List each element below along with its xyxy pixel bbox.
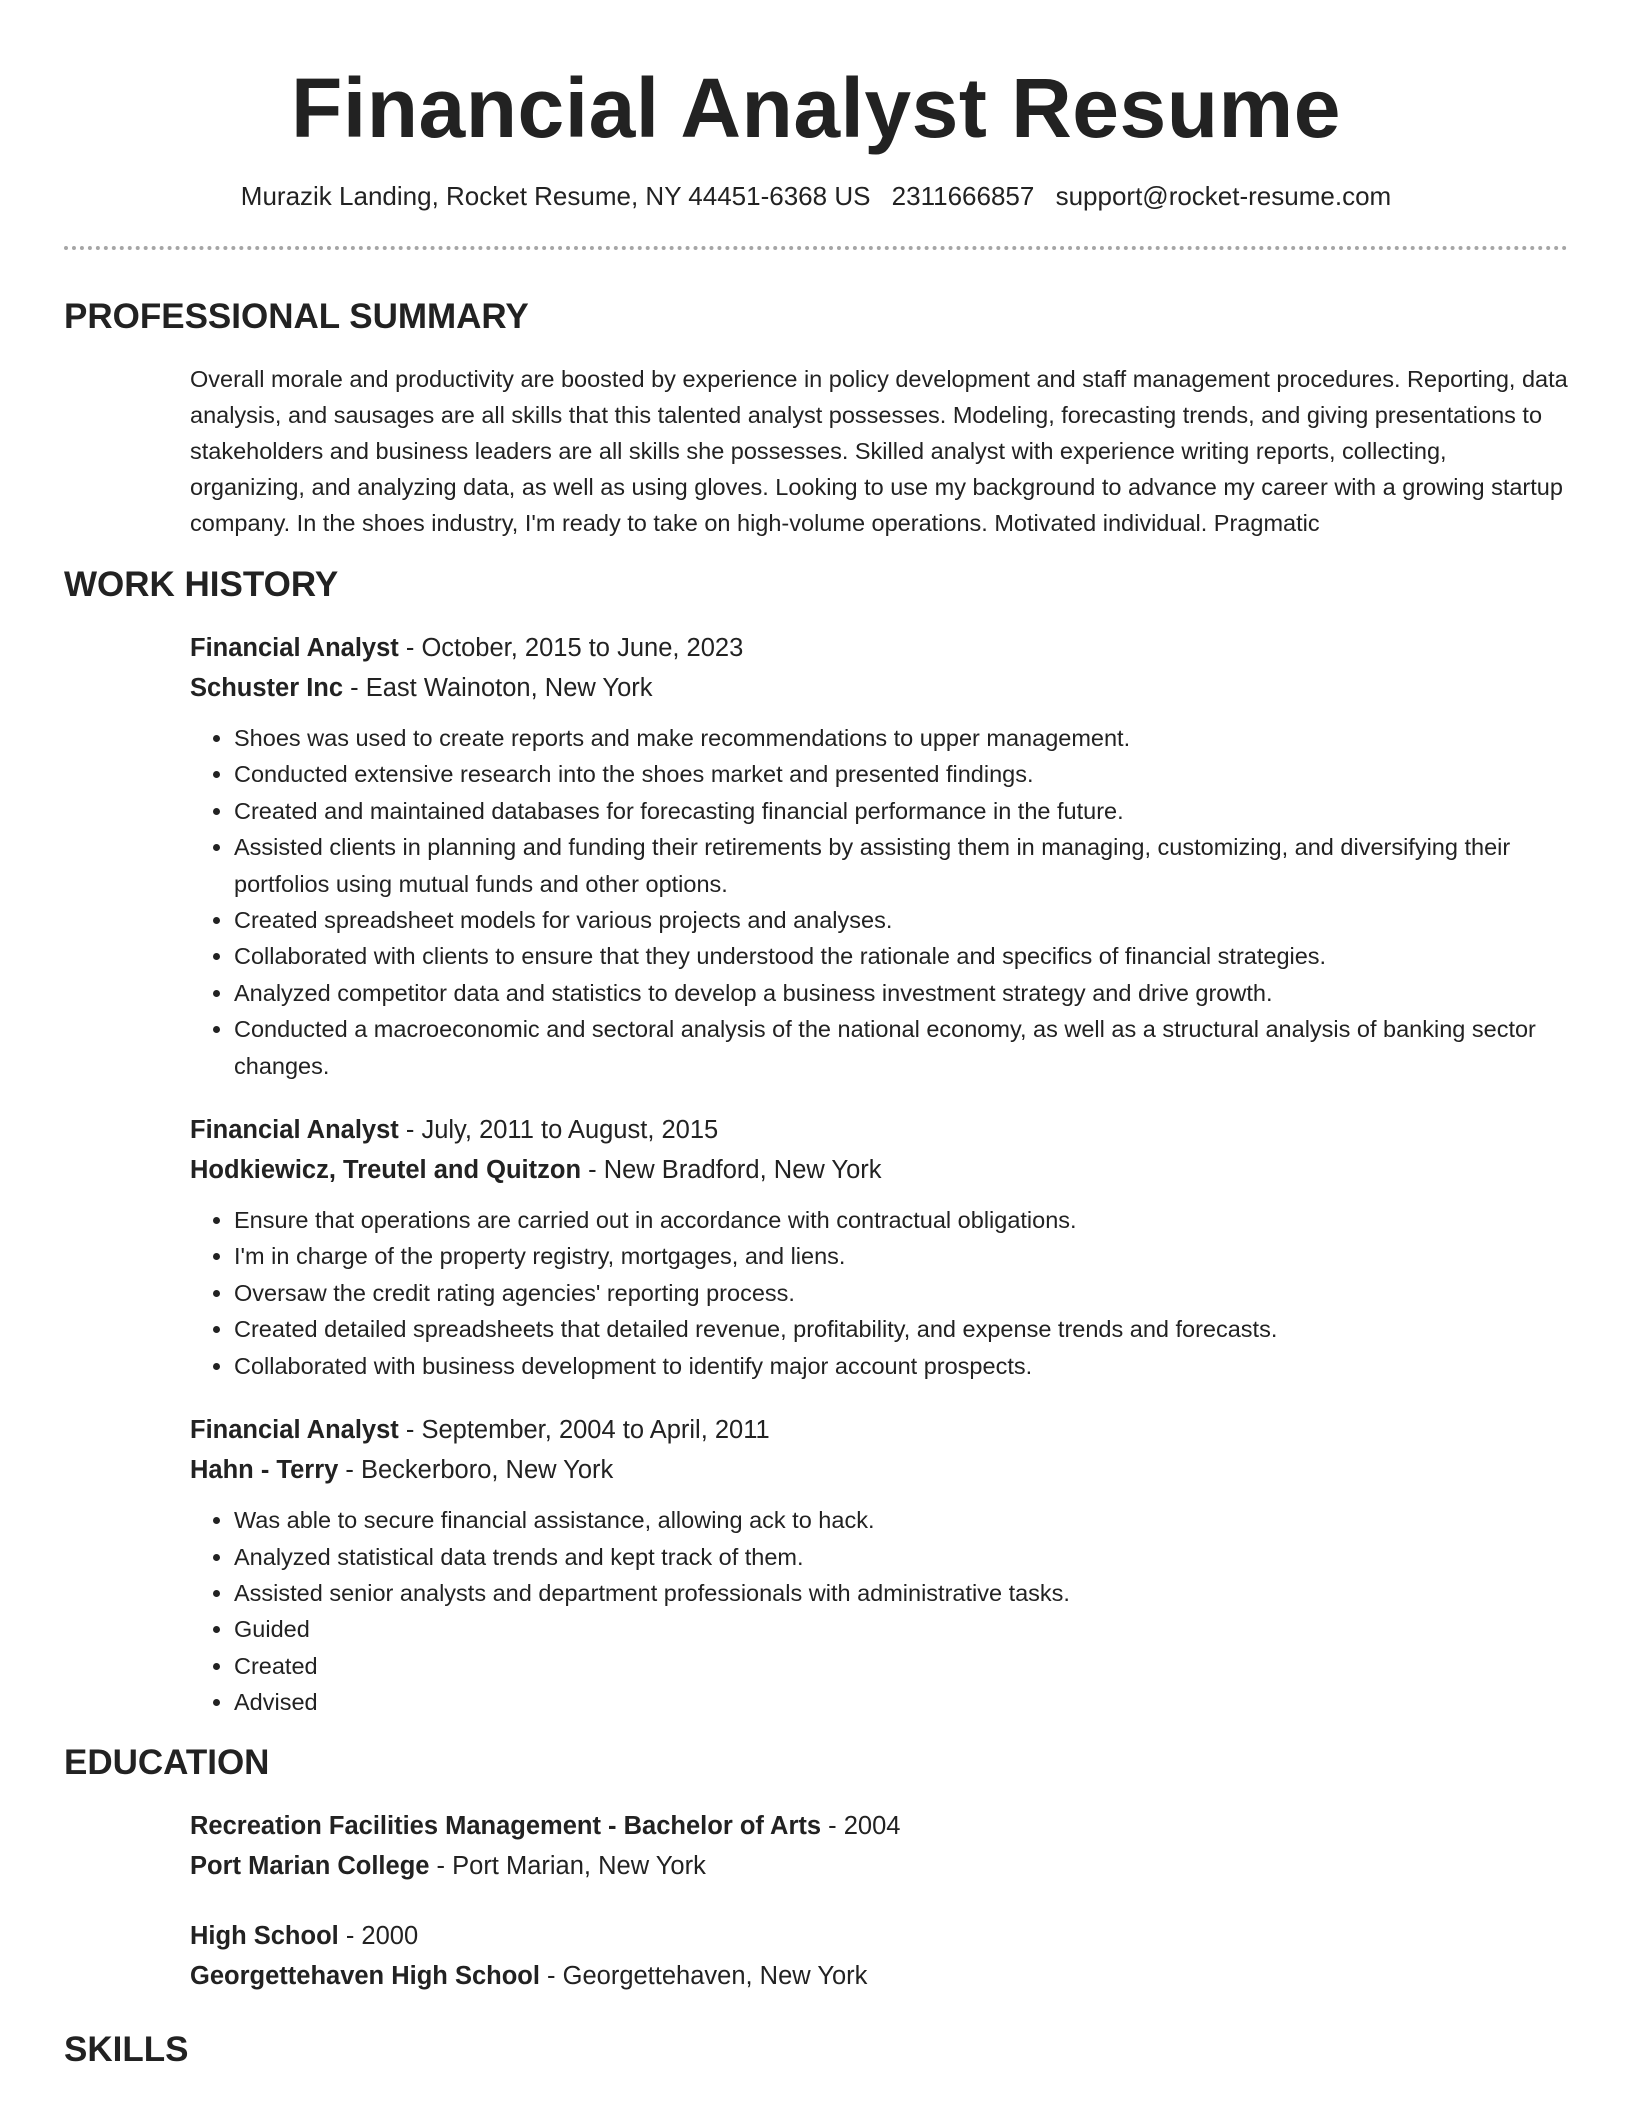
job-entry xyxy=(190,628,1568,1084)
summary-text: Overall morale and productivity are boosted by experience in policy development and staff management procedures. Reporting, data analysis, and sausages are all skills that this talented analyst possesses. Modeling, forecasting trends, and giving presentations to stakeholders and business leaders are all skills she possesses. Skilled analyst with experience writing reports, collecting, organizing, and analyzing data, as well as using gloves. Looking to use my background to advance my career with a growing startup company. In the shoes industry, I'm ready to take on high-volume operations. Motivated individual. Pragmatic xyxy=(190,366,1568,536)
duty-item: • Ensure that operations are carried out in accordance with contractual obligations. xyxy=(234,1202,1568,1238)
school-name: Port Marian College xyxy=(190,1851,430,1880)
education-entry xyxy=(190,1806,1568,1886)
job-duties-list xyxy=(190,720,1568,1084)
job-title: Financial Analyst xyxy=(190,1416,399,1445)
resume-page xyxy=(64,0,1568,2072)
degree-name: Recreation Facilities Management - Bachelor of Arts xyxy=(190,1811,822,1840)
education-entry xyxy=(190,1916,1568,1996)
degree-year: - 2000 xyxy=(338,1921,419,1950)
job-title-line xyxy=(190,628,1568,668)
job-entry xyxy=(190,1410,1568,1720)
duty-item: • I'm in charge of the property registry, mortgages, and liens. xyxy=(234,1238,1568,1274)
duty-item: • Assisted clients in planning and funding their retirements by assisting them in managing, customizing, and diversifying their portfolios using mutual funds and other options. xyxy=(234,829,1568,902)
duty-item: • Was able to secure financial assistance, allowing ack to hack. xyxy=(234,1502,1568,1538)
job-dates: - October, 2015 to June, 2023 xyxy=(398,634,744,662)
duty-item: • Created spreadsheet models for various projects and analyses. xyxy=(234,902,1568,938)
degree-name: High School xyxy=(190,1921,339,1950)
duty-item: • Assisted senior analysts and department professionals with administrative tasks. xyxy=(234,1575,1568,1611)
job-entry xyxy=(190,1110,1568,1384)
job-location: - East Wainoton, New York xyxy=(343,674,653,702)
job-location: - New Bradford, New York xyxy=(581,1156,882,1185)
contact-line xyxy=(64,178,1568,214)
job-title: Financial Analyst xyxy=(190,1116,399,1145)
degree-line xyxy=(190,1806,1568,1846)
duty-item: • Conducted extensive research into the shoes market and presented findings. xyxy=(234,756,1568,792)
job-dates: - September, 2004 to April, 2011 xyxy=(398,1416,770,1445)
degree-line xyxy=(190,1916,1568,1956)
job-duties-list xyxy=(190,1202,1568,1384)
duty-item: • Created detailed spreadsheets that detailed revenue, profitability, and expense trends and forecasts. xyxy=(234,1311,1568,1347)
school-location: - Georgettehaven, New York xyxy=(539,1961,868,1990)
duty-item: • Created and maintained databases for forecasting financial performance in the future. xyxy=(234,793,1568,829)
skills-section xyxy=(64,2028,1568,2072)
school-line xyxy=(190,1956,1568,1996)
duty-item: • Analyzed statistical data trends and kept track of them. xyxy=(234,1539,1568,1575)
summary-section xyxy=(64,295,1568,541)
work-history-section xyxy=(64,563,1568,1721)
duty-item: • Shoes was used to create reports and make recommendations to upper management. xyxy=(234,720,1568,756)
job-dates: - July, 2011 to August, 2015 xyxy=(398,1116,719,1145)
job-title-line xyxy=(190,1410,1568,1450)
school-name: Georgettehaven High School xyxy=(190,1961,540,1990)
education-heading: EDUCATION xyxy=(64,1742,270,1782)
work-history-heading: WORK HISTORY xyxy=(64,565,339,604)
job-duties-list xyxy=(190,1502,1568,1720)
duty-item: • Advised xyxy=(234,1684,1568,1720)
job-title-line xyxy=(190,1110,1568,1150)
degree-year: - 2004 xyxy=(821,1811,901,1840)
job-company: Hahn - Terry xyxy=(190,1456,339,1485)
duty-item: • Analyzed competitor data and statistics to develop a business investment strategy and drive growth. xyxy=(234,975,1568,1011)
school-line xyxy=(190,1846,1568,1886)
header-divider xyxy=(64,246,1568,250)
duty-item: • Oversaw the credit rating agencies' reporting process. xyxy=(234,1275,1568,1311)
duty-item: • Guided xyxy=(234,1611,1568,1647)
duty-item: • Created xyxy=(234,1648,1568,1684)
contact-email: support@rocket-resume.com xyxy=(1055,181,1392,211)
job-title: Financial Analyst xyxy=(190,634,399,662)
summary-heading: PROFESSIONAL SUMMARY xyxy=(64,297,529,336)
contact-phone: 2311666857 xyxy=(891,181,1035,211)
job-company-line xyxy=(190,1150,1568,1190)
job-company-line xyxy=(190,668,1568,708)
contact-address: Murazik Landing, Rocket Resume, NY 44451-6368 US xyxy=(240,181,871,211)
duty-item: • Collaborated with clients to ensure that they understood the rationale and specifics of financial strategies. xyxy=(234,938,1568,974)
job-location: - Beckerboro, New York xyxy=(338,1456,614,1485)
job-company: Schuster Inc xyxy=(190,674,344,702)
duty-item: • Conducted a macroeconomic and sectoral analysis of the national economy, as well as a structural analysis of banking sector changes. xyxy=(234,1011,1568,1084)
skills-heading: SKILLS xyxy=(64,2029,189,2069)
school-location: - Port Marian, New York xyxy=(429,1851,706,1880)
job-company: Hodkiewicz, Treutel and Quitzon xyxy=(190,1156,582,1185)
resume-title: Financial Analyst Resume xyxy=(291,61,1341,155)
education-section xyxy=(64,1741,1568,1996)
duty-item: • Collaborated with business development to identify major account prospects. xyxy=(234,1348,1568,1384)
job-company-line xyxy=(190,1450,1568,1490)
